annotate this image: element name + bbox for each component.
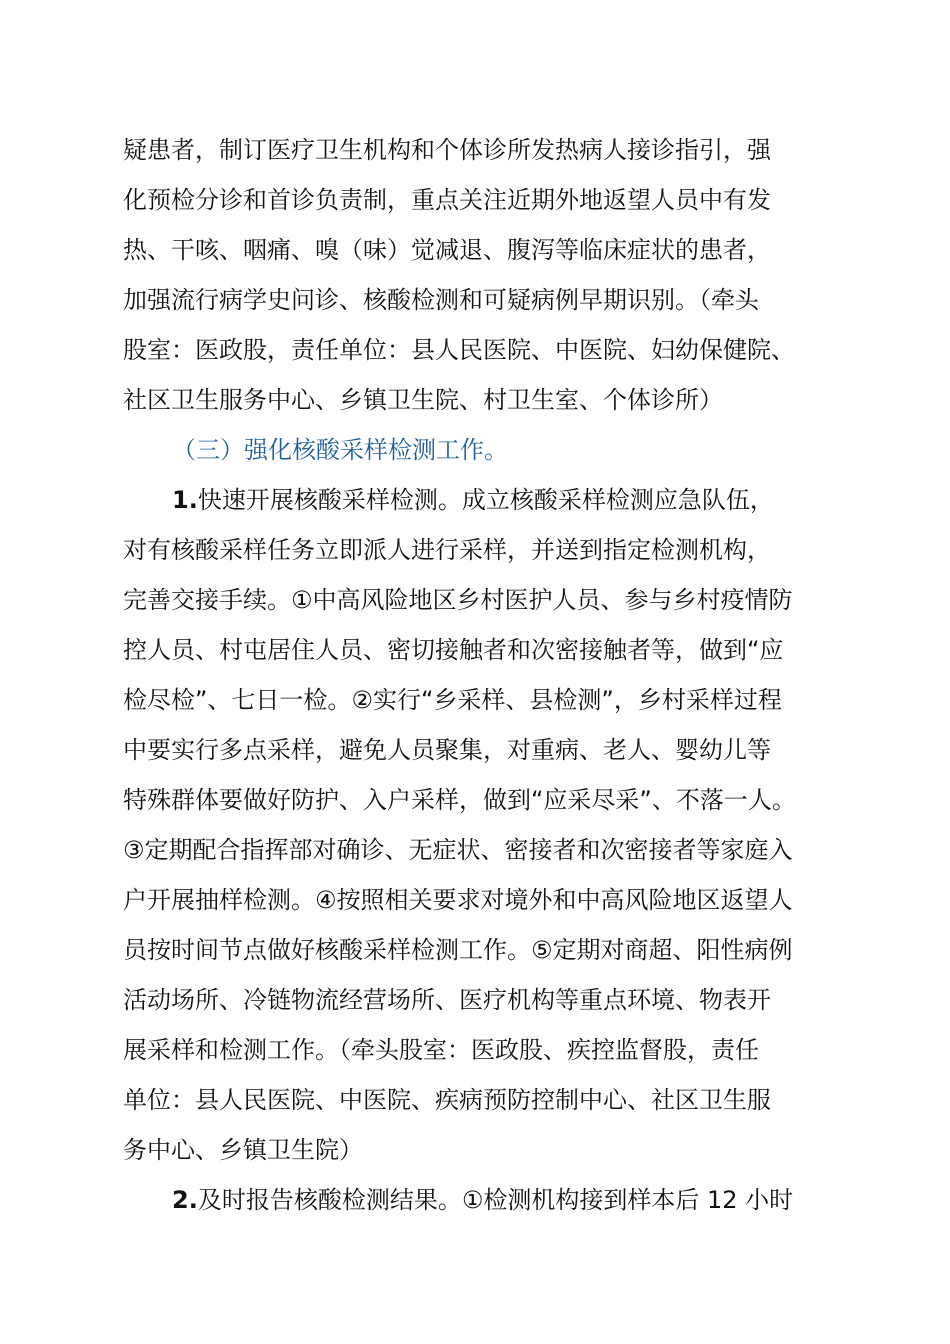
paragraph-line: 活动场所、冷链物流经营场所、医疗机构等重点环境、物表开 [123,986,771,1014]
paragraph-line: 股室：医政股，责任单位：县人民医院、中医院、妇幼保健院、 [123,336,795,364]
paragraph-line: 社区卫生服务中心、乡镇卫生院、村卫生室、个体诊所） [123,386,723,414]
paragraph-line: 加强流行病学史问诊、核酸检测和可疑病例早期识别。（牵头 [123,286,759,314]
paragraph-line: 单位：县人民医院、中医院、疾病预防控制中心、社区卫生服 [123,1086,771,1114]
item-1-number: 1. [172,486,198,514]
paragraph-line: 化预检分诊和首诊负责制，重点关注近期外地返望人员中有发 [123,186,771,214]
paragraph-line: 展采样和检测工作。（牵头股室：医政股、疾控监督股，责任 [123,1036,759,1064]
paragraph-line: 控人员、村屯居住人员、密切接触者和次密接触者等，做到“应 [123,636,784,664]
paragraph-line: 对有核酸采样任务立即派人进行采样，并送到指定检测机构， [123,536,771,564]
paragraph-line: 务中心、乡镇卫生院） [123,1136,363,1164]
section-heading: （三）强化核酸采样检测工作。 [172,436,508,464]
paragraph-line: 热、干咳、咽痛、嗅（味）觉减退、腹泻等临床症状的患者， [123,236,771,264]
paragraph-line: 中要实行多点采样，避免人员聚集，对重病、老人、婴幼儿等 [123,736,771,764]
item-2-title: 及时报告核酸检测结果。①检测机构接到样本后 12 小时 [197,1186,794,1214]
item-2-first-line [172,1185,793,1215]
paragraph-line: 员按时间节点做好核酸采样检测工作。⑤定期对商超、阳性病例 [123,936,793,964]
item-1-title: 快速开展核酸采样检测。成立核酸采样检测应急队伍， [197,486,774,514]
paragraph-line: 疑患者，制订医疗卫生机构和个体诊所发热病人接诊指引，强 [123,136,771,164]
paragraph-line: 完善交接手续。①中高风险地区乡村医护人员、参与乡村疫情防 [123,586,793,614]
paragraph-line: 户开展抽样检测。④按照相关要求对境外和中高风险地区返望人 [123,886,793,914]
item-2-number: 2. [172,1186,198,1214]
paragraph-line: 检尽检”、七日一检。②实行“乡采样、县检测”，乡村采样过程 [123,686,782,714]
paragraph-line: ③定期配合指挥部对确诊、无症状、密接者和次密接者等家庭入 [123,836,793,864]
paragraph-line: 特殊群体要做好防护、入户采样，做到“应采尽采”、不落一人。 [123,786,796,814]
item-1-first-line [172,485,774,515]
